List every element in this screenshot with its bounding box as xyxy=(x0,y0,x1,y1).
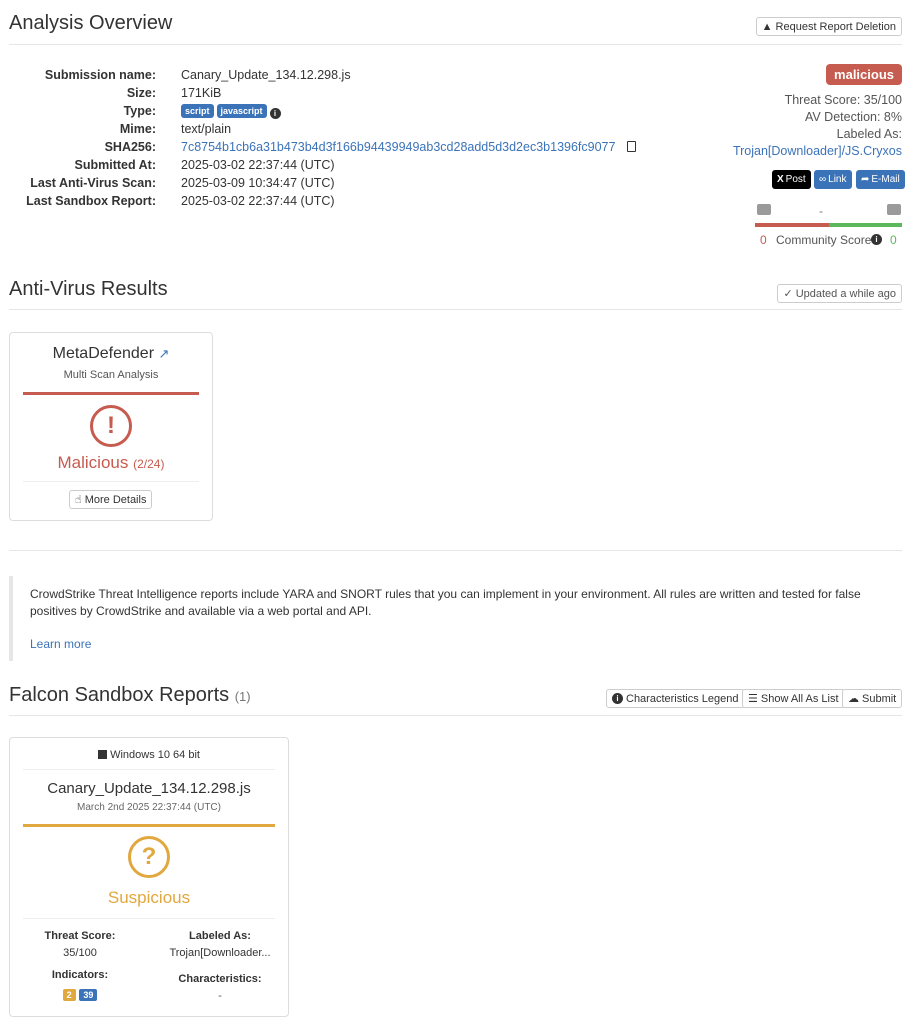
info-icon[interactable]: i xyxy=(270,108,281,119)
list-icon: ☰ xyxy=(748,692,758,705)
antivirus-title: Anti-Virus Results xyxy=(9,278,168,300)
sandbox-report-card xyxy=(9,737,289,1017)
divider xyxy=(9,44,902,45)
link-button[interactable]: ∞ Link xyxy=(814,170,852,189)
divider xyxy=(9,550,902,551)
characteristics-label: Characteristics: xyxy=(178,973,262,985)
post-button[interactable]: X Post xyxy=(772,170,811,189)
cloud-upload-icon: ☁ xyxy=(848,692,859,705)
thumbs-down-icon[interactable] xyxy=(757,204,771,215)
pointer-icon: ☝ xyxy=(75,493,82,506)
metadefender-card xyxy=(9,332,213,521)
divider xyxy=(9,309,902,310)
type-tag[interactable]: script xyxy=(181,104,214,118)
sandbox-value: 2025-03-02 22:37:44 (UTC) xyxy=(181,194,335,208)
characteristics-value: - xyxy=(218,990,222,1002)
email-button[interactable]: ➦ E-Mail xyxy=(856,170,905,189)
community-bar-good xyxy=(829,223,902,227)
indicators-label: Indicators: xyxy=(51,969,109,981)
labeled-as-label: Labeled As: xyxy=(836,127,902,141)
type-tag[interactable]: javascript xyxy=(217,104,267,118)
threat-score-label: Threat Score: xyxy=(44,930,116,942)
question-icon: ? xyxy=(128,836,170,878)
threat-score: Threat Score: 35/100 xyxy=(784,93,902,107)
threat-score-value: 35/100 xyxy=(63,947,97,959)
analysis-overview-title: Analysis Overview xyxy=(9,12,173,34)
type-label: Type: xyxy=(123,104,156,118)
community-up-count: 0 xyxy=(890,233,897,247)
community-label: Community Score xyxy=(776,233,872,247)
sandbox-count: (1) xyxy=(234,689,251,704)
verdict-line xyxy=(23,392,199,395)
sha256-label: SHA256: xyxy=(104,140,156,154)
more-details-button[interactable]: ☝ More Details xyxy=(69,490,152,509)
av-ratio: (2/24) xyxy=(133,457,165,471)
report-date: March 2nd 2025 22:37:44 (UTC) xyxy=(77,802,221,813)
divider xyxy=(23,769,275,770)
divider xyxy=(9,715,902,716)
community-dash: - xyxy=(819,204,823,218)
community-info-icon[interactable]: i xyxy=(871,234,882,245)
sandbox-label: Last Sandbox Report: xyxy=(26,194,156,208)
divider xyxy=(23,918,275,919)
link-icon: ∞ xyxy=(819,174,827,185)
crowdstrike-callout xyxy=(9,576,902,661)
request-deletion-button[interactable]: ▲ Request Report Deletion xyxy=(756,17,902,36)
check-icon: ✓ xyxy=(783,287,793,300)
copy-icon[interactable] xyxy=(627,141,636,152)
report-verdict: Suspicious xyxy=(107,888,191,907)
size-value: 171KiB xyxy=(181,86,222,100)
report-filename[interactable]: Canary_Update_134.12.298.js xyxy=(47,780,251,797)
sha256-link[interactable]: 7c8754b1cb6a31b473b4d3f166b94439949ab3cd28add5d3d2ec3b1396fc9077 xyxy=(181,140,616,154)
sandbox-title: Falcon Sandbox Reports xyxy=(9,684,230,706)
community-bar-bad xyxy=(755,223,829,227)
submit-button[interactable]: ☁ Submit xyxy=(842,689,902,708)
info-icon: i xyxy=(612,693,623,704)
thumbs-up-icon[interactable] xyxy=(887,204,901,215)
av-scan-value: 2025-03-09 10:34:47 (UTC) xyxy=(181,176,335,190)
external-link-icon[interactable]: ↗ xyxy=(158,346,170,361)
x-icon: X xyxy=(777,174,784,185)
warning-icon: ▲ xyxy=(761,20,773,33)
submitted-label: Submitted At: xyxy=(74,158,156,172)
av-detection: AV Detection: 8% xyxy=(804,110,902,124)
submitted-value: 2025-03-02 22:37:44 (UTC) xyxy=(181,158,335,172)
size-label: Size: xyxy=(126,86,156,100)
learn-more-link[interactable]: Learn more xyxy=(30,637,92,651)
exclamation-icon: ! xyxy=(90,405,132,447)
av-scan-label: Last Anti-Virus Scan: xyxy=(30,176,156,190)
divider xyxy=(23,481,199,482)
share-icon: ➦ xyxy=(861,174,870,185)
labeled-as-label: Labeled As: xyxy=(189,930,251,942)
submission-name-value: Canary_Update_134.12.298.js xyxy=(181,68,351,82)
mime-value: text/plain xyxy=(181,122,232,136)
indicator-badge-suspicious[interactable]: 2 xyxy=(63,989,76,1001)
characteristics-legend-button[interactable]: i Characteristics Legend xyxy=(606,689,745,708)
mime-label: Mime: xyxy=(119,122,156,136)
av-verdict: Malicious xyxy=(57,453,129,472)
submission-name-label: Submission name: xyxy=(44,68,156,82)
community-down-count: 0 xyxy=(760,233,767,247)
show-as-list-button[interactable]: ☰ Show All As List xyxy=(742,689,845,708)
os-label: Windows 10 64 bit xyxy=(110,749,200,761)
callout-text: CrowdStrike Threat Intelligence reports include YARA and SNORT rules that you can implement in your environment. All rules are written and tested for false positives by CrowdStrike and available via a web portal and API. xyxy=(30,587,861,618)
av-engine-subtitle: Multi Scan Analysis xyxy=(63,369,159,381)
verdict-badge: malicious xyxy=(826,64,902,85)
verdict-line xyxy=(23,824,275,827)
labeled-as-value: Trojan[Downloader... xyxy=(169,947,271,959)
labeled-as-link[interactable]: Trojan[Downloader]/JS.Cryxos xyxy=(732,144,902,158)
type-value xyxy=(181,102,281,120)
windows-icon xyxy=(98,750,107,759)
av-engine-name[interactable]: MetaDefender xyxy=(52,345,155,362)
updated-indicator: ✓ Updated a while ago xyxy=(777,284,902,303)
indicator-badge-informative[interactable]: 39 xyxy=(79,989,97,1001)
